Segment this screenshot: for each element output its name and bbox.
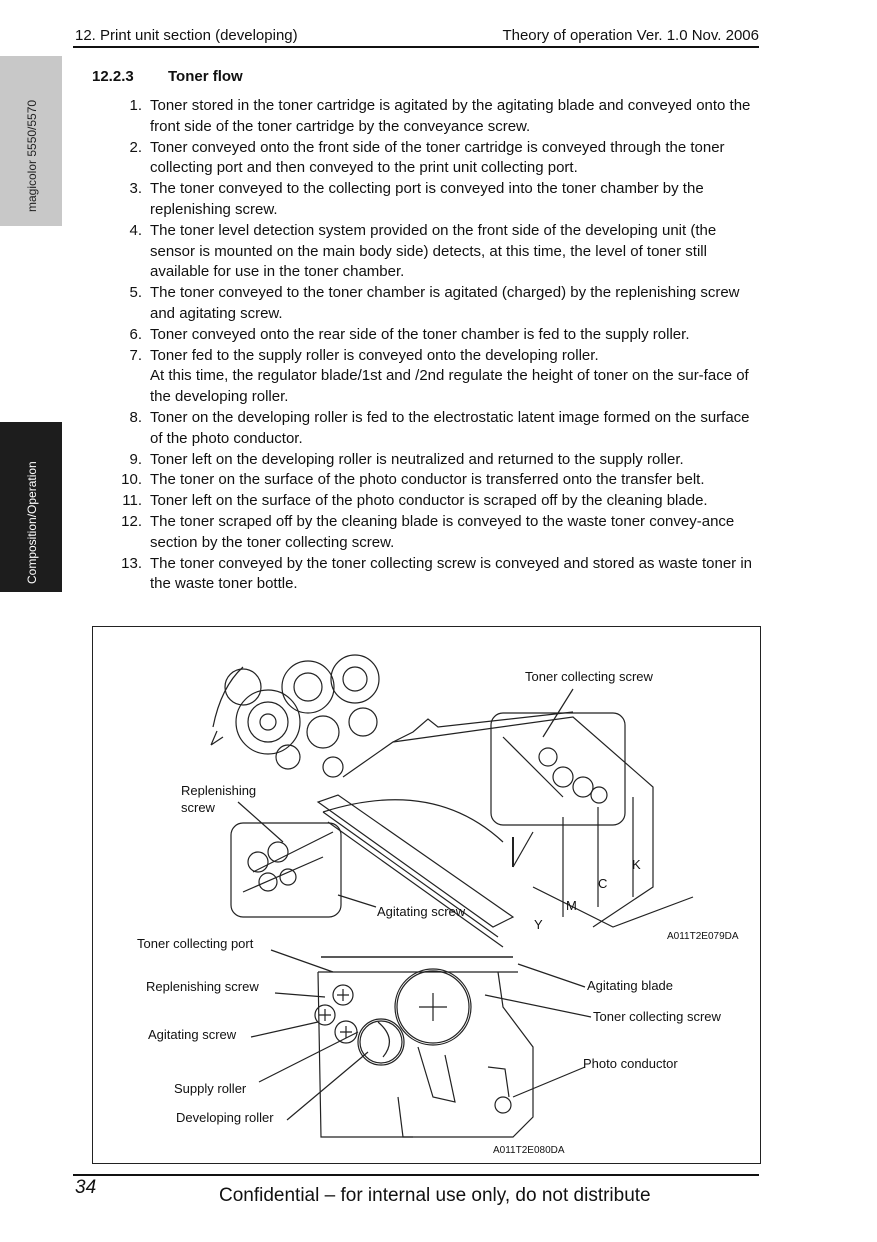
step-text: Toner fed to the supply roller is conveyed onto the developing roller.: [150, 346, 599, 364]
list-item: [120, 512, 762, 554]
list-item: [120, 283, 762, 325]
step-text: The toner on the surface of the photo conductor is transferred onto the transfer belt.: [150, 471, 705, 489]
label-toner-collecting-port: Toner collecting port: [137, 936, 254, 951]
step-note: At this time, the regulator blade/1st and /2nd regulate the height of toner on the sur-face of the developing roller.: [150, 367, 749, 406]
list-item: [120, 221, 762, 283]
step-number: 1.: [129, 97, 142, 114]
label-replenishing-screw-top-line1: Replenishing: [181, 783, 257, 798]
list-item: [120, 408, 762, 450]
inset-collecting-screw-parts: [503, 737, 607, 867]
label-y: Y: [534, 917, 543, 932]
label-replenishing-screw: Replenishing screw: [146, 979, 259, 994]
step-text: The toner level detection system provided on the front side of the developing unit (the sensor is mounted on the main body side) detects, at this time, the level of toner still available for use in the toner chamber.: [150, 221, 717, 281]
inset-replenishing-screw-parts: [243, 832, 333, 892]
step-number: 4.: [129, 221, 142, 239]
step-text: Toner on the developing roller is fed to the electrostatic latent image formed on the surface of the photo conductor.: [150, 408, 750, 447]
section-title: Toner flow: [168, 68, 243, 85]
label-photo-conductor: Photo conductor: [583, 1056, 678, 1071]
side-tab-section-label: Composition/Operation: [25, 461, 39, 584]
page-number: 34: [75, 1177, 97, 1198]
step-number: 8.: [129, 408, 142, 426]
label-developing-roller: Developing roller: [176, 1110, 274, 1125]
label-toner-collecting-screw: Toner collecting screw: [593, 1009, 721, 1024]
label-c: C: [598, 876, 608, 891]
side-tab-model-label: magicolor 5550/5570: [25, 99, 39, 212]
label-agitating-screw-top: Agitating screw: [377, 904, 466, 919]
list-item: [120, 450, 762, 471]
label-agitating-blade: Agitating blade: [587, 978, 674, 993]
step-text: Toner conveyed onto the rear side of the toner chamber is fed to the supply roller.: [150, 325, 690, 343]
label-replenishing-screw-top-line2: screw: [181, 800, 215, 815]
running-header-version: Theory of operation Ver. 1.0 Nov. 2006: [502, 27, 759, 44]
label-agitating-screw: Agitating screw: [148, 1027, 237, 1042]
label-m: M: [566, 898, 577, 913]
figure-code-bottom: A011T2E080DA: [493, 1145, 565, 1156]
step-number: 13.: [121, 554, 142, 572]
inset-replenishing-screw: [231, 823, 341, 917]
toner-flow-figure: [92, 626, 761, 1164]
step-number: 5.: [129, 284, 142, 302]
step-text: Toner left on the surface of the photo conductor is scraped off by the cleaning blade.: [150, 492, 708, 510]
step-text: Toner conveyed onto the front side of the toner cartridge is conveyed through the toner collecting port and then conveyed to the print unit collecting port.: [150, 138, 725, 177]
list-item: [120, 554, 762, 596]
section-number: 12.2.3: [92, 68, 134, 85]
step-number: 3.: [129, 180, 142, 198]
step-number: 2.: [129, 138, 142, 156]
footer-rule: [73, 1174, 759, 1176]
cross-section-drawing: [315, 957, 533, 1137]
step-number: 7.: [129, 346, 142, 364]
running-header-section: 12. Print unit section (developing): [75, 27, 298, 44]
step-text: Toner stored in the toner cartridge is agitated by the agitating blade and conveyed onto the front side of the toner cartridge by the conveyance screw.: [150, 97, 751, 135]
list-item: [120, 96, 762, 138]
list-item: [120, 179, 762, 221]
step-text: The toner conveyed by the toner collecting screw is conveyed and stored as waste toner in the waste toner bottle.: [150, 554, 752, 593]
list-item: [120, 325, 762, 346]
step-number: 9.: [129, 450, 142, 468]
developing-unit-body: [318, 712, 693, 947]
step-number: 6.: [129, 325, 142, 343]
step-text: The toner conveyed to the toner chamber is agitated (charged) by the replenishing screw and agitating screw.: [150, 284, 740, 322]
label-supply-roller: Supply roller: [174, 1081, 247, 1096]
step-text: The toner scraped off by the cleaning blade is conveyed to the waste toner convey-ance section by the toner collecting screw.: [150, 512, 735, 551]
list-item: [120, 346, 762, 408]
list-item: [120, 491, 762, 512]
step-number: 10.: [121, 471, 142, 489]
header-rule: [73, 46, 759, 48]
section-heading: [92, 68, 243, 85]
figure-code-top: A011T2E079DA: [667, 931, 739, 942]
drive-gear-cluster: [211, 655, 379, 777]
list-item: [120, 138, 762, 180]
step-text: The toner conveyed to the collecting port is conveyed into the toner chamber by the replenishing screw.: [150, 180, 704, 218]
list-item: [120, 470, 762, 491]
step-number: 12.: [121, 512, 142, 530]
label-toner-collecting-screw-top: Toner collecting screw: [525, 669, 653, 684]
toner-flow-steps: [120, 96, 762, 595]
step-text: Toner left on the developing roller is neutralized and returned to the supply roller.: [150, 450, 684, 468]
step-number: 11.: [122, 492, 142, 510]
confidential-notice: Confidential – for internal use only, do not distribute: [219, 1185, 651, 1206]
label-k: K: [632, 857, 641, 872]
